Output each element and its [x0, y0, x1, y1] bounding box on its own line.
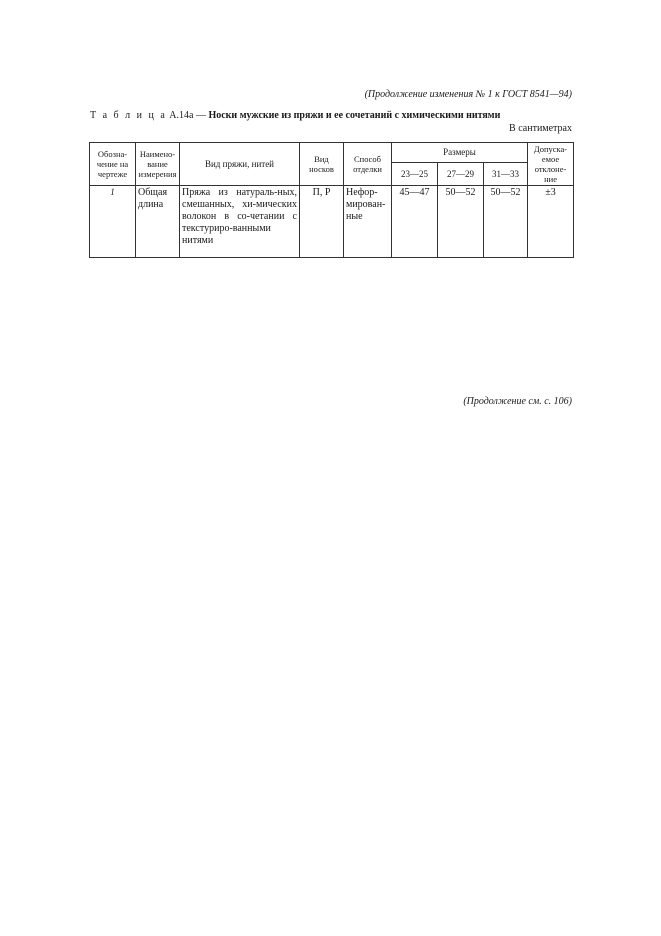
- table-title: [90, 110, 500, 121]
- table-name: Носки мужские из пряжи и ее сочетаний с химическими нитями: [208, 110, 501, 121]
- cell-code: 1: [90, 186, 136, 258]
- table-title-dash: —: [195, 110, 206, 121]
- cell-finish: Нефор-мирован-ные: [344, 186, 392, 258]
- cell-size-3: 50—52: [484, 186, 528, 258]
- header-finish: Способ отделки: [344, 143, 392, 186]
- table-label: Т а б л и ц а: [90, 110, 167, 121]
- table-row: [90, 186, 574, 258]
- header-yarn: Вид пряжи, нитей: [180, 143, 300, 186]
- header-code: Обозна-чение на чертеже: [90, 143, 136, 186]
- header-size-3: 31—33: [484, 163, 528, 186]
- header-kind: Вид носков: [300, 143, 344, 186]
- cell-yarn: Пряжа из натураль-ных, смешанных, хи-мических волокон в со-четании с текстуриро-ванными нитями: [180, 186, 300, 258]
- header-name: Наимено-вание измерения: [136, 143, 180, 186]
- cell-name: Общая длина: [136, 186, 180, 258]
- cell-kind: П, Р: [300, 186, 344, 258]
- continuation-note-top: (Продолжение изменения № 1 к ГОСТ 8541—94): [364, 89, 572, 100]
- header-size-2: 27—29: [438, 163, 484, 186]
- header-sizes: Размеры: [392, 143, 528, 163]
- continuation-note-bottom: (Продолжение см. с. 106): [463, 396, 572, 407]
- cell-tolerance: ±3: [528, 186, 574, 258]
- table-number: А.14а: [169, 110, 194, 121]
- header-tolerance: Допуска-емое отклоне-ние: [528, 143, 574, 186]
- units-note: В сантиметрах: [509, 123, 572, 134]
- cell-size-2: 50—52: [438, 186, 484, 258]
- spec-table: [89, 142, 574, 258]
- header-size-1: 23—25: [392, 163, 438, 186]
- cell-size-1: 45—47: [392, 186, 438, 258]
